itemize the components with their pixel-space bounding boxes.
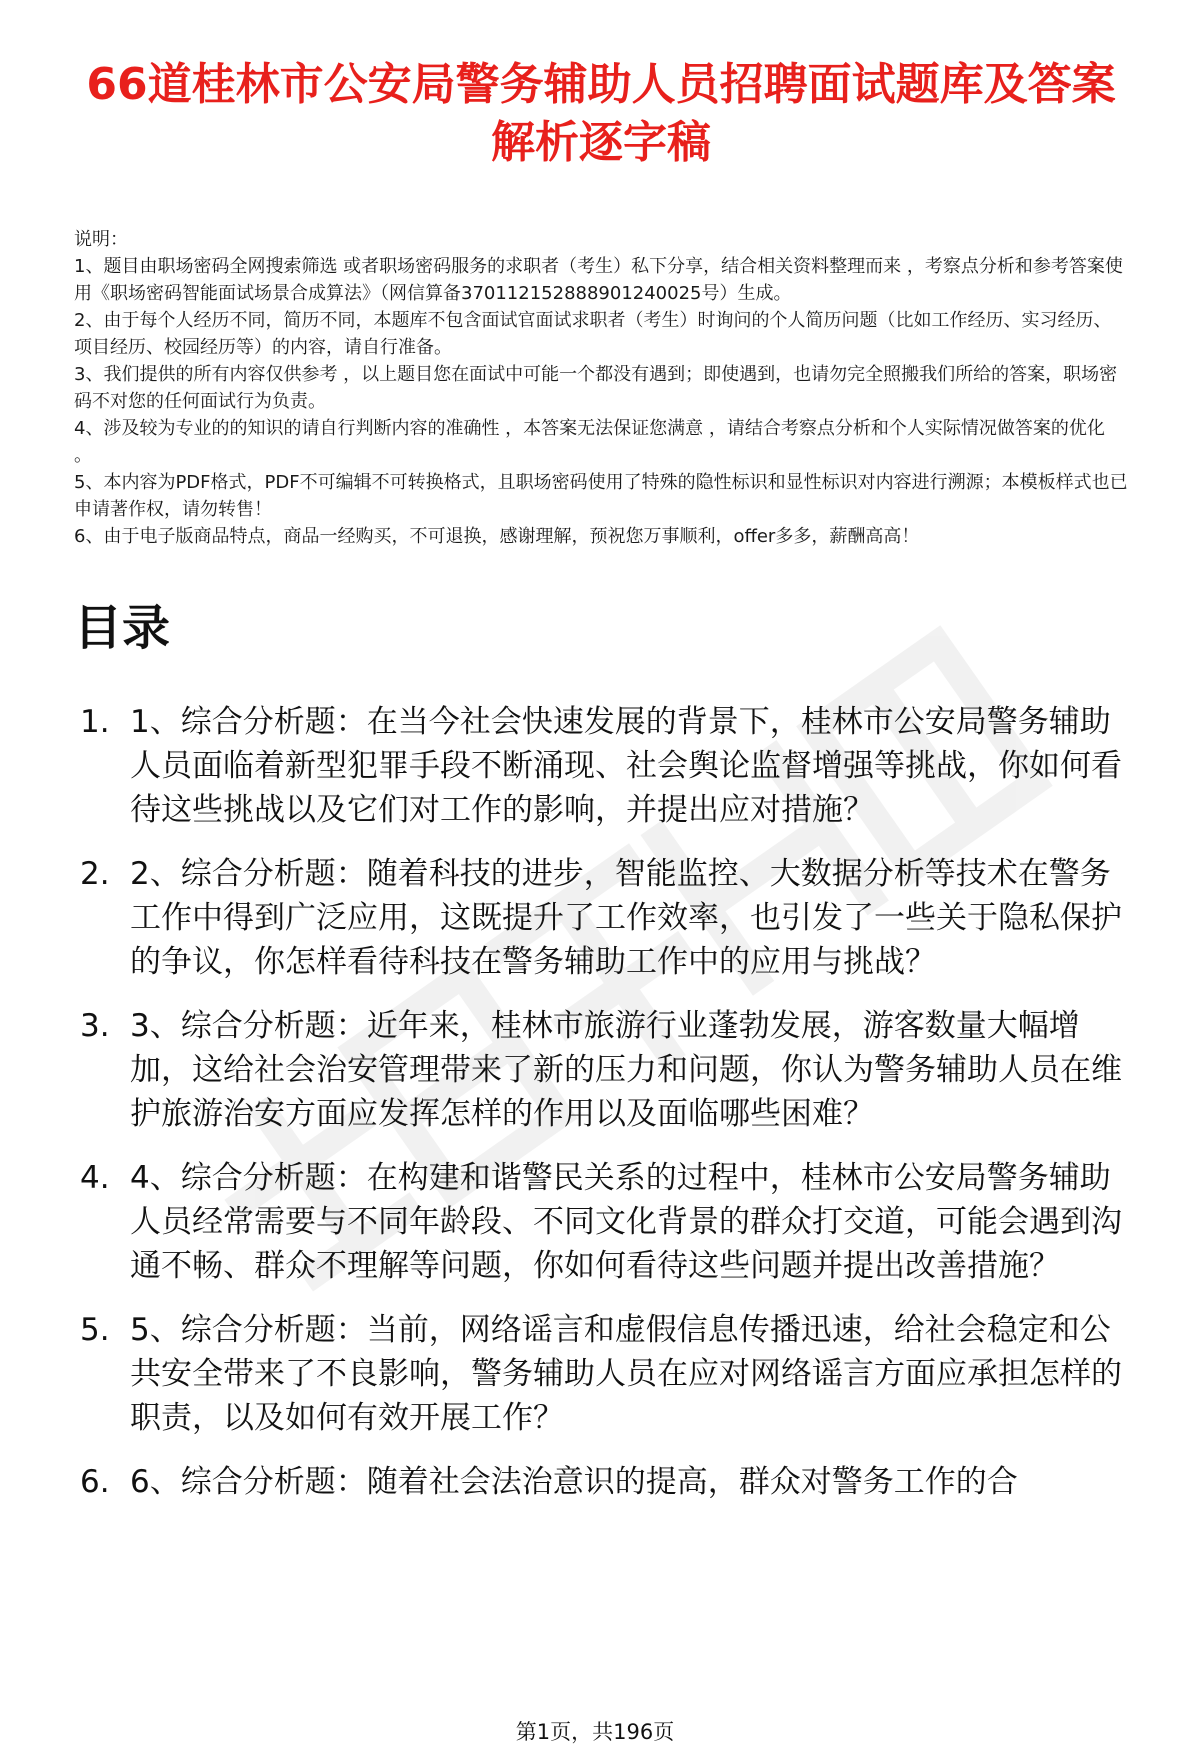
toc-item-text: 6、综合分析题：随着社会法治意识的提高，群众对警务工作的合 xyxy=(130,1464,1018,1500)
document-title: 66道桂林市公安局警务辅助人员招聘面试题库及答案解析逐字稿 xyxy=(86,59,1116,168)
toc-item-text: 3、综合分析题：近年来，桂林市旅游行业蓬勃发展，游客数量大幅增加，这给社会治安管理带来了新的压力和问题，你认为警务辅助人员在维护旅游治安方面应发挥怎样的作用以及面临哪些困难？ xyxy=(130,1008,1122,1132)
toc-item-number: 2. xyxy=(80,856,110,892)
toc-item-number: 6. xyxy=(80,1464,110,1500)
note-item: 3、我们提供的所有内容仅供参考 ，以上题目您在面试中可能一个都没有遇到；即使遇到，也请勿完全照搬我们所给的答案，职场密码不对您的任何面试行为负责。 xyxy=(74,364,1118,412)
toc-item-number: 3. xyxy=(80,1008,110,1044)
notes-section xyxy=(74,226,1128,550)
toc-item-number: 5. xyxy=(80,1312,110,1348)
toc-item[interactable] xyxy=(74,1156,1128,1288)
page-footer: 第1页，共196页 xyxy=(515,1720,675,1744)
toc-item-number: 1. xyxy=(80,704,110,740)
note-item: 2、由于每个人经历不同，简历不同，本题库不包含面试官面试求职者（考生）时询问的个人简历问题（比如工作经历、实习经历、项目经历、校园经历等）的内容，请自行准备。 xyxy=(74,310,1112,358)
toc-item[interactable] xyxy=(74,1004,1128,1136)
note-item: 1、题目由职场密码全网搜索筛选 或者职场密码服务的求职者（考生）私下分享，结合相关资料整理而来 ，考察点分析和参考答案使用《职场密码智能面试场景合成算法》（网信算备370112152888901240025号）生成。 xyxy=(74,256,1123,304)
toc-item[interactable] xyxy=(74,1308,1128,1440)
toc-list xyxy=(74,700,1128,1504)
toc-item[interactable] xyxy=(74,852,1128,984)
notes-header: 说明： xyxy=(74,229,128,250)
toc-item-text: 2、综合分析题：随着科技的进步，智能监控、大数据分析等技术在警务工作中得到广泛应用，这既提升了工作效率，也引发了一些关于隐私保护的争议，你怎样看待科技在警务辅助工作中的应用与挑战？ xyxy=(130,856,1122,980)
toc-item-text: 1、综合分析题：在当今社会快速发展的背景下，桂林市公安局警务辅助人员面临着新型犯罪手段不断涌现、社会舆论监督增强等挑战，你如何看待这些挑战以及它们对工作的影响，并提出应对措施？ xyxy=(130,704,1122,828)
toc-item[interactable] xyxy=(74,700,1128,832)
toc-item-number: 4. xyxy=(80,1160,110,1196)
toc-heading: 目录 xyxy=(74,600,171,656)
toc-item-text: 4、综合分析题：在构建和谐警民关系的过程中，桂林市公安局警务辅助人员经常需要与不同年龄段、不同文化背景的群众打交道，可能会遇到沟通不畅、群众不理解等问题，你如何看待这些问题并提出改善措施？ xyxy=(130,1160,1122,1284)
note-item: 6、由于电子版商品特点，商品一经购买，不可退换，感谢理解，预祝您万事顺利，offer多多，薪酬高高！ xyxy=(74,526,920,547)
note-item: 5、本内容为PDF格式，PDF不可编辑不可转换格式，且职场密码使用了特殊的隐性标识和显性标识对内容进行溯源；本模板样式也已申请著作权，请勿转售！ xyxy=(74,472,1128,520)
toc-item[interactable] xyxy=(74,1460,1128,1504)
note-item: 4、涉及较为专业的的知识的请自行判断内容的准确性 ，本答案无法保证您满意 ，请结合考察点分析和个人实际情况做答案的优化 。 xyxy=(74,418,1105,466)
toc-item-text: 5、综合分析题：当前，网络谣言和虚假信息传播迅速，给社会稳定和公共安全带来了不良影响，警务辅助人员在应对网络谣言方面应承担怎样的职责，以及如何有效开展工作？ xyxy=(130,1312,1122,1436)
